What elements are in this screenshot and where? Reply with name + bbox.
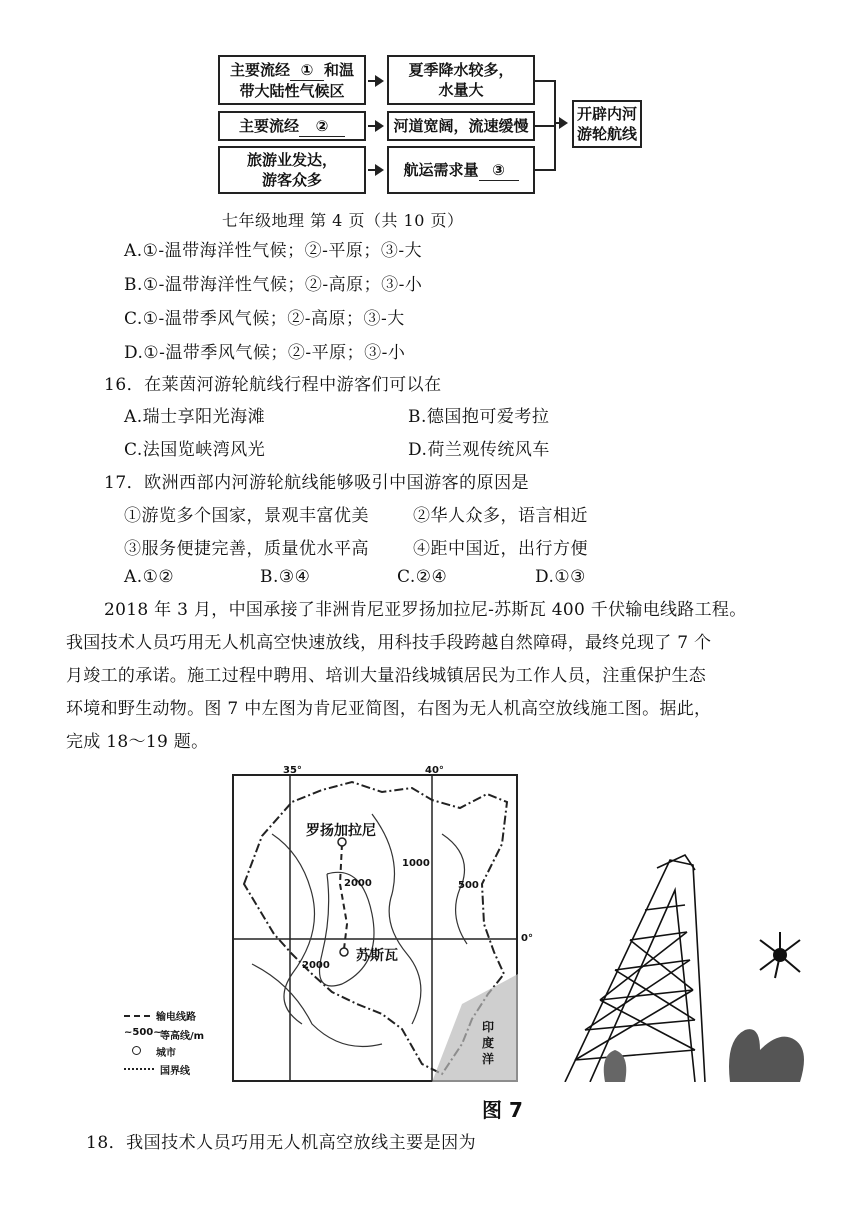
q17-stem: 17．欧洲西部内河游轮航线能够吸引中国游客的原因是 — [104, 473, 530, 493]
blank-1: ① — [290, 60, 324, 81]
q16-option-b: B.德国抱可爱考拉 — [408, 407, 550, 427]
ocean-label-3: 洋 — [482, 1052, 495, 1066]
tower-drone-drawing — [545, 850, 830, 1082]
flow-box-tourism — [218, 146, 366, 194]
flow-text: 夏季降水较多， — [408, 61, 514, 79]
flow-text: 开辟内河 — [576, 105, 637, 123]
q15-option-a: A.①-温带海洋性气候；②-平原；③-大 — [124, 241, 423, 261]
legend-contour-prefix: 500 — [132, 1027, 154, 1038]
q16-stem: 16．在莱茵河游轮航线行程中游客们可以在 — [104, 375, 442, 395]
q17-item-4: ④距中国近，出行方便 — [413, 539, 588, 559]
flow-text: 游轮航线 — [576, 125, 637, 143]
lon-label-40: 40° — [425, 765, 444, 776]
contour-label-500: 500 — [458, 880, 479, 891]
legend-city: 城市 — [156, 1048, 176, 1059]
contour-label-2000b: 2000 — [302, 960, 330, 971]
q17-item-1: ①游览多个国家，景观丰富优美 — [124, 506, 369, 526]
passage-line-1: 2018 年 3 月，中国承接了非洲肯尼亚罗扬加拉尼-苏斯瓦 400 千伏输电线路工程。 — [104, 600, 747, 620]
flow-arrow — [368, 169, 382, 171]
flow-box-demand — [387, 146, 535, 194]
legend-border-symbol — [124, 1068, 154, 1070]
lat-label-0: 0° — [521, 933, 533, 944]
legend-border: 国界线 — [160, 1066, 190, 1077]
flow-arrow — [368, 80, 382, 82]
q16-option-d: D.荷兰观传统风车 — [408, 440, 550, 460]
flow-box-river — [387, 111, 535, 141]
q15-option-d: D.①-温带季风气候；②-平原；③-小 — [124, 343, 406, 363]
q17-item-3: ③服务便捷完善，质量优水平高 — [124, 539, 369, 559]
lon-label-35: 35° — [283, 765, 302, 776]
flow-connector — [535, 169, 555, 171]
flow-box-precip — [387, 55, 535, 105]
flow-text: 水量大 — [438, 81, 484, 99]
contour-label-1000: 1000 — [402, 858, 430, 869]
flow-text: 和温 — [324, 60, 355, 79]
flow-text: 航运需求量 — [403, 160, 479, 179]
city-label-suswa: 苏斯瓦 — [356, 948, 398, 964]
contour-label-2000: 2000 — [344, 878, 372, 889]
q17-option-a: A.①② — [124, 567, 175, 587]
flow-text: 主要流经 — [229, 60, 290, 79]
flow-connector — [535, 80, 555, 82]
flow-box-terrain — [218, 111, 366, 141]
q17-option-b: B.③④ — [260, 567, 311, 587]
q16-option-c: C.法国览峡湾风光 — [124, 440, 266, 460]
q15-option-b: B.①-温带海洋性气候；②-高原；③-小 — [124, 275, 423, 295]
ocean-label-2: 度 — [482, 1036, 495, 1050]
flow-connector — [554, 80, 556, 171]
drone-tower-photo — [545, 850, 830, 1082]
passage-line-2: 我国技术人员巧用无人机高空快速放线，用科技手段跨越自然障碍，最终兑现了 7 个 — [66, 633, 712, 653]
flow-text: 带大陆性气候区 — [239, 81, 345, 100]
q17-option-d: D.①③ — [535, 567, 586, 587]
page-footer: 七年级地理 第 4 页（共 10 页） — [222, 211, 464, 230]
flow-text: 河道宽阔，流速缓慢 — [393, 117, 529, 135]
passage-line-4: 环境和野生动物。图 7 中左图为肯尼亚简图，右图为无人机高空放线施工图。据此， — [66, 699, 712, 719]
passage-line-5: 完成 18～19 题。 — [66, 732, 209, 752]
flow-arrow — [555, 122, 566, 124]
ocean-label-1: 印 — [482, 1020, 495, 1034]
flow-text: 主要流经 — [238, 116, 299, 135]
legend-contour: 等高线/m — [160, 1031, 205, 1042]
q18-stem: 18．我国技术人员巧用无人机高空放线主要是因为 — [86, 1133, 477, 1153]
q16-option-a: A.瑞士享阳光海滩 — [124, 407, 266, 427]
q17-item-2: ②华人众多，语言相近 — [413, 506, 588, 526]
blank-2: ② — [299, 116, 345, 137]
flow-arrow — [368, 125, 382, 127]
passage-line-3: 月竣工的承诺。施工过程中聘用、培训大量沿线城镇居民为工作人员，注重保护生态 — [66, 666, 707, 686]
flow-text: 游客众多 — [261, 171, 322, 189]
figure-label: 图 7 — [482, 1098, 523, 1122]
q15-option-c: C.①-温带季风气候；②-高原；③-大 — [124, 309, 405, 329]
legend-line-symbol — [124, 1015, 150, 1017]
blank-3: ③ — [479, 160, 519, 181]
legend-contour-symbol: ~500~ — [124, 1027, 162, 1038]
q17-option-c: C.②④ — [397, 567, 448, 587]
legend-transmission: 输电线路 — [156, 1012, 196, 1023]
flow-connector — [535, 125, 555, 127]
flow-text: 旅游业发达， — [246, 151, 337, 169]
flow-box-climate — [218, 55, 366, 105]
flow-box-result — [572, 100, 642, 148]
city-label-loiyangalani: 罗扬加拉尼 — [306, 823, 376, 839]
legend-city-symbol — [132, 1046, 141, 1055]
